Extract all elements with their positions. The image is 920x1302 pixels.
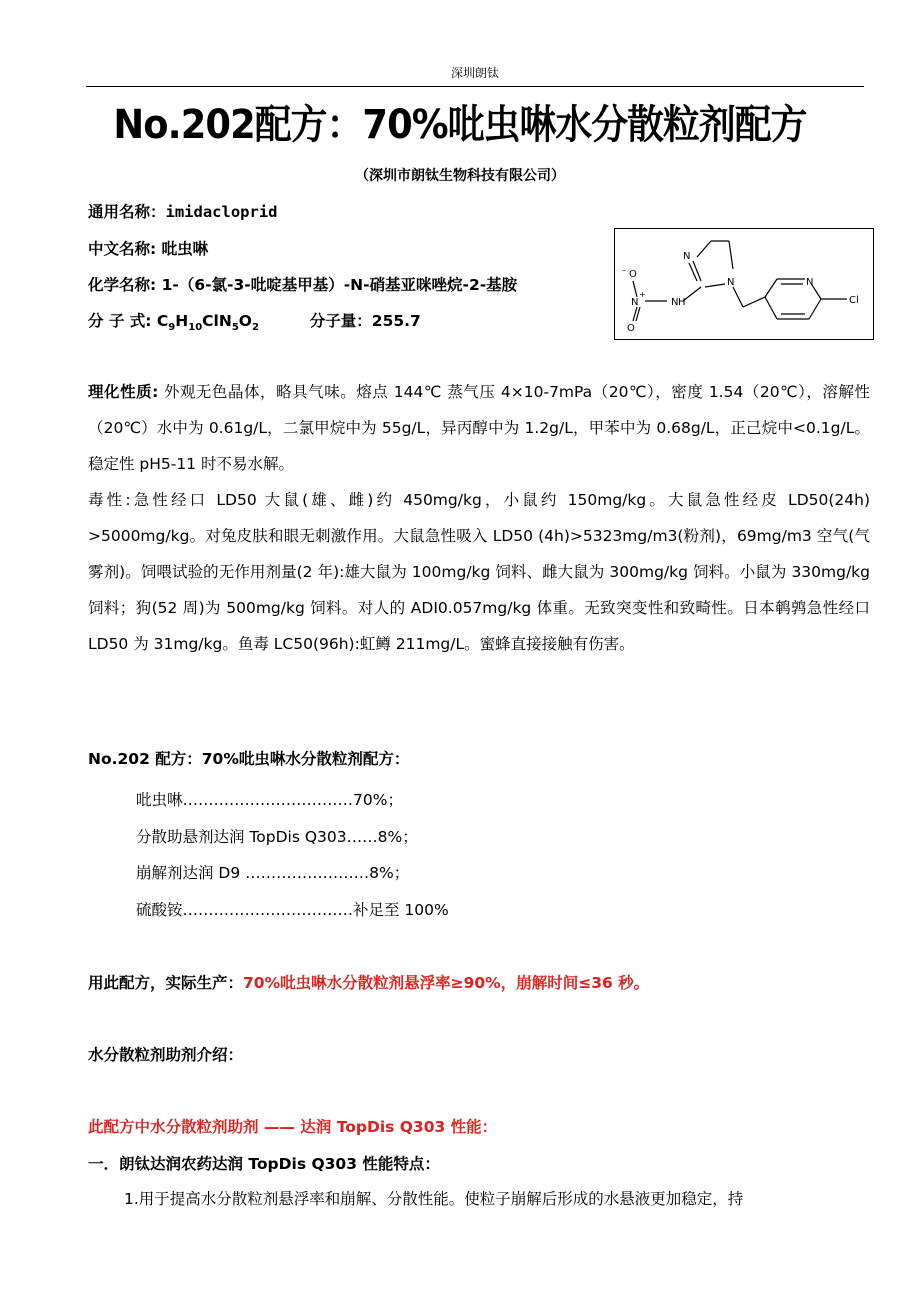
chlorine: Cl — [849, 295, 859, 306]
chemical-name-line — [88, 273, 517, 297]
recipe-item: 硫酸铵……………………………补足至 100% — [136, 901, 449, 919]
properties-label: 理化性质: — [88, 383, 159, 401]
mw-value: 255.7 — [371, 312, 421, 330]
formula-line — [88, 309, 421, 340]
result-value: 70%吡虫啉水分散粒剂悬浮率≥90%，崩解时间≤36 秒。 — [243, 974, 650, 992]
pyridine-nitrogen: N — [806, 277, 814, 288]
agent-heading: 此配方中水分散粒剂助剂 —— 达润 TopDis Q303 性能： — [88, 1118, 498, 1136]
molecular-formula: $C_9H_{10}ClN_5O_2$ — [156, 312, 259, 334]
common-name-line — [88, 200, 278, 224]
result-label: 用此配方，实际生产： — [88, 974, 244, 992]
chemical-structure-diagram — [614, 228, 874, 340]
chinese-name-line — [88, 237, 208, 261]
ring-n-top: N — [683, 251, 691, 262]
nitro-plus: + — [639, 290, 646, 299]
common-name-value: imidacloprid — [165, 203, 278, 221]
recipe-heading: No.202 配方：70%吡虫啉水分散粒剂配方： — [88, 750, 410, 768]
nh-nitrogen: N — [671, 297, 679, 308]
document-title: No.202配方：70%吡虫啉水分散粒剂配方 — [113, 102, 807, 148]
chemical-name-value: 1-（6-氯-3-吡啶基甲基）-N-硝基亚咪唑烷-2-基胺 — [161, 276, 518, 294]
page-header — [86, 62, 864, 87]
features-heading: 一．朗钛达润农药达润 TopDis Q303 性能特点： — [88, 1155, 440, 1173]
recipe-item: 崩解剂达润 D9 ……………………8%； — [136, 864, 410, 882]
feature-item-1: 1.用于提高水分散粒剂悬浮率和崩解、分散性能。使粒子崩解后形成的水悬液更加稳定，持 — [124, 1190, 744, 1208]
common-name-label: 通用名称： — [88, 203, 166, 221]
imidacloprid-structure-svg — [615, 229, 875, 341]
chemical-name-label: 化学名称: — [88, 276, 162, 294]
oxygen-bottom: O — [627, 323, 635, 334]
nitro-nitrogen: N — [631, 297, 639, 308]
formula-label: 分 子 式: — [88, 312, 157, 330]
header-company: 深圳朗钛 — [450, 66, 499, 80]
physicochemical-properties — [88, 374, 870, 482]
properties-text: 外观无色晶体，略具气味。熔点 144℃ 蒸气压 4×10-7mPa（20℃），密度 1.54（20℃），溶解性（20℃）水中为 0.61g/L，二氯甲烷中为 55g/L，异丙醇中为 1.2g/L，甲苯中为 0.68g/L，正己烷中<0.1g/L。稳定性 pH5-11 时不易水解。 — [88, 383, 870, 473]
company-subtitle: （深圳市朗钛生物科技有限公司） — [355, 168, 565, 184]
recipe-item: 分散助悬剂达润 TopDis Q303……8%； — [136, 828, 418, 846]
intro-heading: 水分散粒剂助剂介绍： — [88, 1046, 244, 1064]
production-result — [88, 971, 649, 995]
recipe-item: 吡虫啉……………………………70%； — [136, 791, 403, 809]
oxygen-minus: – — [622, 266, 626, 275]
chinese-name-label: 中文名称: — [88, 240, 162, 258]
chinese-name-value: 吡虫啉 — [161, 240, 209, 258]
oxygen-top: O — [629, 269, 637, 280]
nh-hydrogen: H — [678, 297, 686, 308]
toxicity-paragraph: 毒性:急性经口 LD50 大鼠(雄、雌)约 450mg/kg，小鼠约 150mg/kg。大鼠急性经皮 LD50(24h) >5000mg/kg。对兔皮肤和眼无刺激作用。大鼠急性吸入 LD50 (4h)>5323mg/m3(粉剂)，69mg/m3 空气(气雾剂)。饲喂试验的无作用剂量(2 年):雄大鼠为 100mg/kg 饲料、雌大鼠为 300mg/kg 饲料。小鼠为 330mg/kg 饲料；狗(52 周)为 500mg/kg 饲料。对人的 ADI0.057mg/kg 体重。无致突变性和致畸性。日本鹌鹑急性经口 LD50 为 31mg/kg。鱼毒 LC50(96h):虹鳟 211mg/L。蜜蜂直接接触有伤害。 — [88, 491, 870, 653]
ring-n-bottom: N — [727, 277, 735, 288]
mw-label: 分子量： — [309, 312, 372, 330]
